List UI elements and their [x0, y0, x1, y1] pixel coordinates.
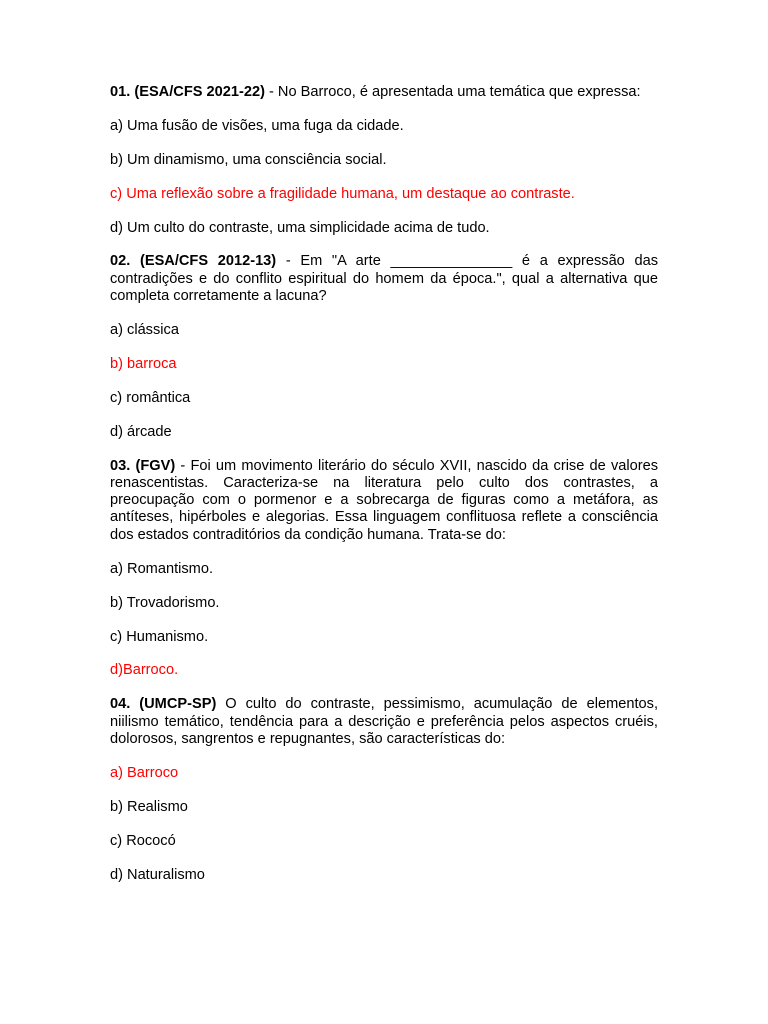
question-3-option-a: a) Romantismo.	[110, 561, 213, 578]
question-4-option-c: c) Rococó	[110, 832, 176, 849]
question-2-source: (ESA/CFS 2012-13)	[139, 253, 277, 270]
question-4-option-b: b) Realismo	[110, 798, 188, 815]
question-3-text	[110, 458, 658, 544]
question-2-option-b-correct: b) barroca	[110, 356, 177, 373]
question-3-option-b: b) Trovadorismo.	[110, 594, 220, 611]
question-3	[110, 458, 658, 680]
question-1	[110, 84, 658, 237]
question-3-option-d-correct: d)Barroco.	[110, 662, 179, 679]
question-4	[110, 696, 658, 884]
question-2	[110, 253, 658, 441]
question-4-text	[110, 696, 658, 748]
question-2-text	[110, 253, 658, 305]
question-1-source: (ESA/CFS 2021-22)	[134, 84, 265, 100]
question-3-number: 03.	[110, 457, 131, 474]
question-3-source: (FGV)	[135, 457, 176, 474]
question-2-option-a: a) clássica	[110, 322, 179, 339]
question-4-source: (UMCP-SP)	[139, 696, 217, 713]
question-4-option-a-correct: a) Barroco	[110, 765, 179, 782]
question-1-text	[110, 84, 658, 101]
question-2-option-c: c) romântica	[110, 389, 191, 406]
question-2-number: 02.	[110, 253, 131, 270]
question-4-body: O culto do contraste, pessimismo, acumulação de elementos, niilismo temático, tendência para a descrição e preferência pelos aspectos cruéis, dolorosos, sangrentos e repugnantes, são características do:	[110, 696, 658, 747]
question-4-option-d: d) Naturalismo	[110, 866, 205, 883]
question-1-option-d: d) Um culto do contraste, uma simplicidade acima de tudo.	[110, 219, 490, 236]
question-1-option-a: a) Uma fusão de visões, uma fuga da cidade.	[110, 118, 404, 135]
question-1-option-b: b) Um dinamismo, uma consciência social.	[110, 152, 387, 169]
question-3-option-c: c) Humanismo.	[110, 628, 209, 645]
question-2-body: - Em "A arte _______________ é a expressão das contradições e do conflito espiritual do homem da época.", qual a alternativa que completa corretamente a lacuna?	[110, 253, 658, 305]
question-1-body: - No Barroco, é apresentada uma temática que expressa:	[264, 84, 641, 100]
question-1-option-c-correct: c) Uma reflexão sobre a fragilidade humana, um destaque ao contraste.	[110, 185, 575, 202]
question-list	[110, 84, 658, 900]
question-1-number: 01.	[110, 84, 131, 100]
question-2-option-d: d) árcade	[110, 423, 172, 440]
question-3-body: - Foi um movimento literário do século XVII, nascido da crise de valores renascentistas. Caracteriza-se na literatura pelo culto dos contrastes, a preocupação com o pormenor e a sobrecarga de figuras como a metáfora, as antíteses, hipérboles e alegorias. Essa linguagem conflituosa reflete a consciência dos estados contraditórios da condição humana. Trata-se do:	[110, 457, 659, 543]
question-4-number: 04.	[110, 696, 131, 713]
